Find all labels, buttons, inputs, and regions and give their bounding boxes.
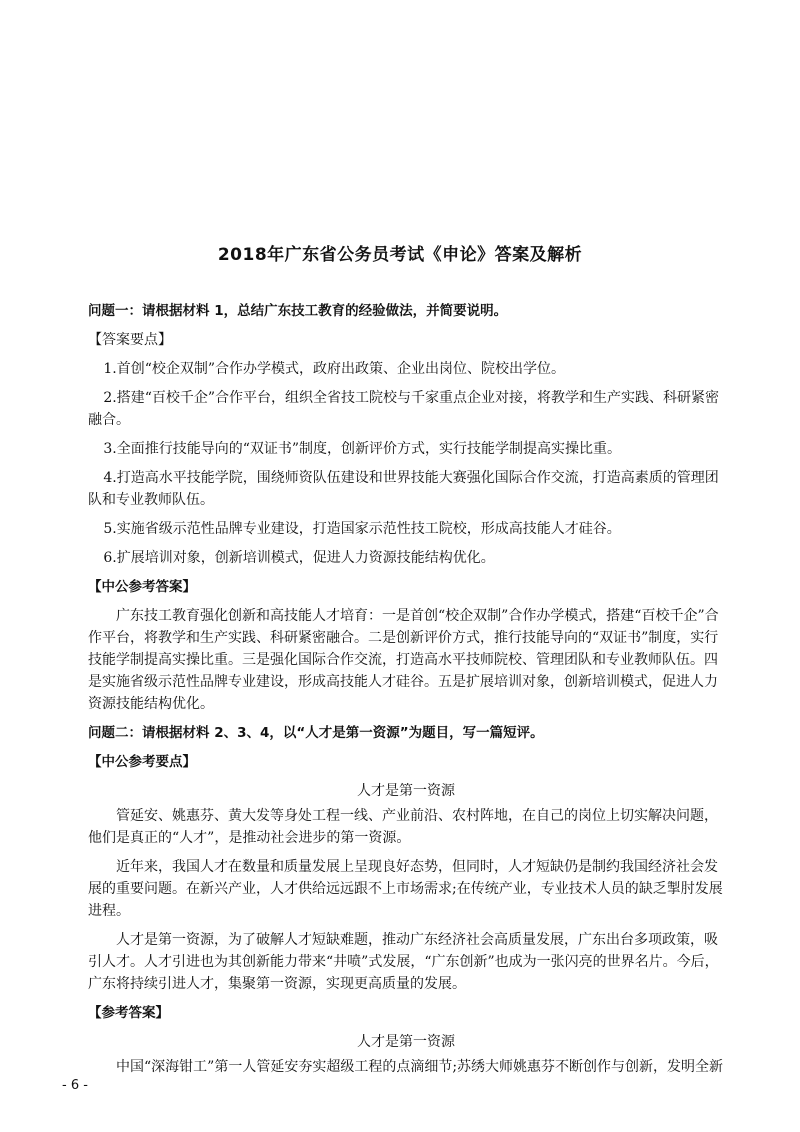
page-number: - 6 - — [62, 1078, 88, 1093]
essay-title: 人才是第一资源 — [357, 783, 455, 799]
answer-point-4: 4.打造高水平技能学院，围绕师资队伍建设和世界技能大赛强化国际合作交流，打造高素质的管理团队和专业教师队伍。 — [88, 470, 719, 508]
document-body — [88, 300, 724, 1085]
essay-paragraph-2: 近年来，我国人才在数量和质量发展上呈现良好态势，但同时，人才短缺仍是制约我国经济社会发展的重要问题。在新兴产业，人才供给远远跟不上市场需求;在传统产业，专业技术人员的缺乏掣肘发展进程。 — [88, 859, 723, 919]
document-title: 2018年广东省公务员考试《申论》答案及解析 — [217, 245, 583, 265]
answer-point-2: 2.搭建“百校千企”合作平台，组织全省技工院校与千家重点企业对接，将教学和生产实践、科研紧密融合。 — [88, 390, 720, 428]
essay-paragraph-1: 管延安、姚惠芬、黄大发等身处工程一线、产业前沿、农村阵地，在自己的岗位上切实解决问题，他们是真正的“人才”，是推动社会进步的第一资源。 — [88, 808, 718, 846]
question-one: 问题一：请根据材料 1，总结广东技工教育的经验做法，并简要说明。 — [88, 303, 508, 319]
reference-answer-text: 广东技工教育强化创新和高技能人才培育：一是首创“校企双制”合作办学模式，搭建“百校千企”合作平台，将教学和生产实践、科研紧密融合。二是创新评价方式，推行技能导向的“双证书”制度，实行技能学制提高实操比重。三是强化国际合作交流，打造高水平技师院校、管理团队和专业教师队伍。四是实施省级示范性品牌专业建设，形成高技能人才硅谷。五是扩展培训对象，创新培训模式，促进人力资源技能结构优化。 — [88, 608, 719, 712]
question-two: 问题二：请根据材料 2、3、4，以“人才是第一资源”为题目，写一篇短评。 — [88, 725, 544, 741]
answer-point-5: 5.实施省级示范性品牌专业建设，打造国家示范性技工院校，形成高技能人才硅谷。 — [103, 521, 621, 537]
reference-points-heading: 【中公参考要点】 — [88, 754, 196, 770]
answer-point-3: 3.全面推行技能导向的“双证书”制度，创新评价方式，实行技能学制提高实操比重。 — [103, 441, 622, 457]
reference-answer-heading: 【中公参考答案】 — [88, 579, 196, 595]
essay-paragraph-3: 人才是第一资源，为了破解人才短缺难题，推动广东经济社会高质量发展，广东出台多项政策，吸引人才。人才引进也为其创新能力带来“井喷”式发展，“广东创新”也成为一张闪亮的世界名片。今后，广东将持续引进人才，集聚第一资源，实现更高质量的发展。 — [88, 932, 719, 992]
reference-essay-title: 人才是第一资源 — [357, 1034, 455, 1050]
answer-point-1: 1.首创“校企双制”合作办学模式，政府出政策、企业出岗位、院校出学位。 — [103, 361, 566, 377]
answer-points-heading: 【答案要点】 — [88, 332, 172, 348]
reference-essay-first-line: 中国“深海钳工”第一人管延安夯实超级工程的点滴细节;苏绣大师姚惠芬不断创作与创新，发明全新 — [116, 1059, 724, 1075]
reference-answer-heading-2: 【参考答案】 — [88, 1005, 169, 1021]
answer-point-6: 6.扩展培训对象，创新培训模式，促进人力资源技能结构优化。 — [103, 550, 495, 566]
